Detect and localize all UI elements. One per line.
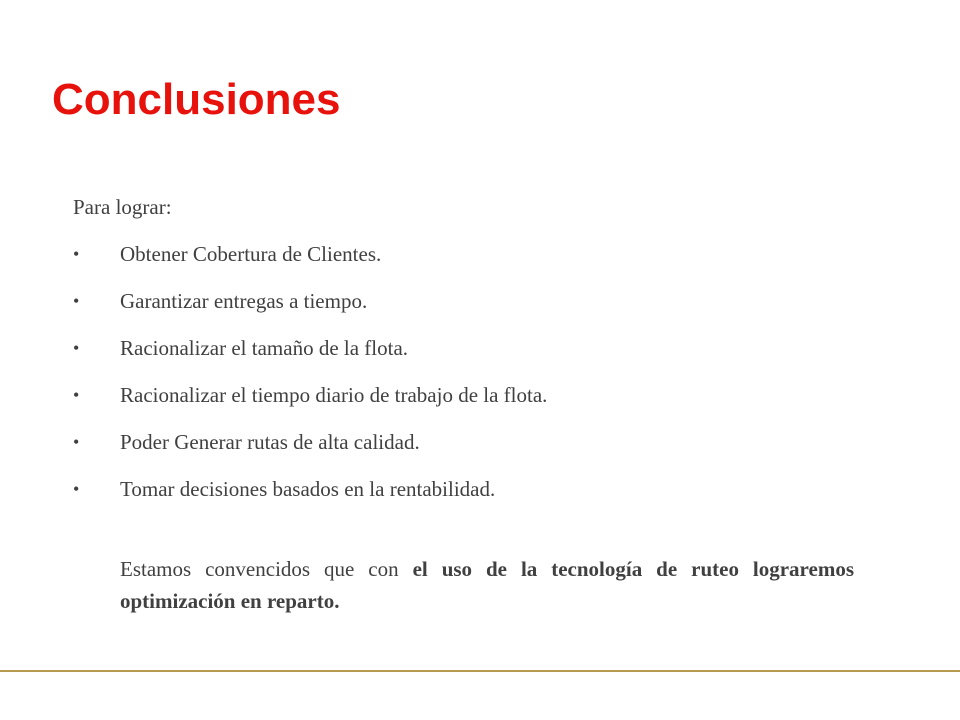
bullet-icon: • — [73, 479, 80, 499]
slide-title: Conclusiones — [52, 75, 341, 124]
intro-text: Para lograr: — [73, 195, 172, 219]
list-item — [73, 425, 854, 459]
conclusion-lead: Estamos convencidos que con — [120, 557, 413, 581]
list-item — [73, 284, 854, 318]
bullet-text: Racionalizar el tiempo diario de trabajo de la flota. — [120, 383, 548, 407]
bullet-text: Garantizar entregas a tiempo. — [120, 289, 368, 313]
bullet-text: Racionalizar el tamaño de la flota. — [120, 336, 409, 360]
bullet-icon: • — [73, 244, 80, 264]
bullet-list — [73, 237, 854, 506]
bullet-icon: • — [73, 291, 80, 311]
bullet-text: Obtener Cobertura de Clientes. — [120, 242, 382, 266]
list-item — [73, 331, 854, 365]
bullet-icon: • — [73, 385, 80, 405]
bullet-text: Tomar decisiones basados en la rentabilidad. — [120, 477, 496, 501]
footer-rule — [0, 670, 960, 672]
conclusion-paragraph — [120, 553, 854, 617]
bullet-text: Poder Generar rutas de alta calidad. — [120, 430, 420, 454]
list-item — [73, 378, 854, 412]
bullet-icon: • — [73, 338, 80, 358]
list-item — [73, 472, 854, 506]
conclusion-emphasis: el uso de la tecnología de ruteo lograremos optimización en reparto. — [120, 557, 854, 613]
slide-body — [73, 190, 854, 617]
list-item — [73, 237, 854, 271]
bullet-icon: • — [73, 432, 80, 452]
